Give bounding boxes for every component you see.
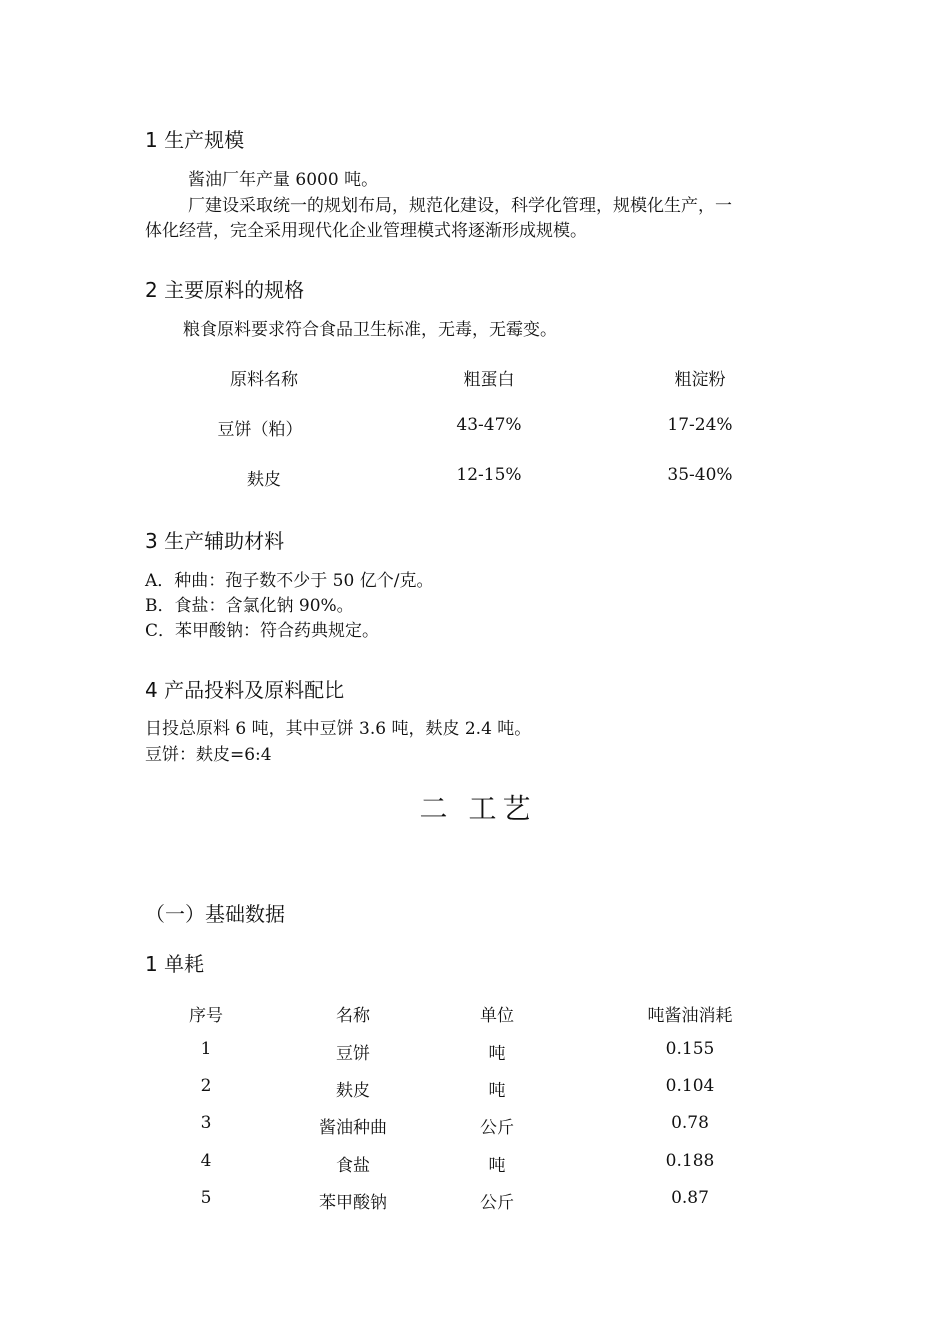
table-header-cell: 序号: [189, 1006, 223, 1026]
section-4-title: 4 产品投料及原料配比: [145, 678, 345, 702]
section-1-paragraph-1: 酱油厂年产量 6000 吨。: [188, 170, 379, 190]
table-header-cell: 名称: [336, 1006, 370, 1026]
table-cell: 吨: [488, 1156, 506, 1176]
table-cell: 公斤: [480, 1193, 514, 1213]
table-cell: 35-40%: [667, 465, 733, 485]
table-cell: 17-24%: [667, 415, 733, 435]
table-cell: 0.87: [671, 1188, 709, 1208]
unit-consumption-title: 1 单耗: [145, 952, 205, 976]
table-cell: 苯甲酸钠: [319, 1193, 387, 1213]
table-cell: 麸皮: [336, 1081, 370, 1101]
section-2-paragraph: 粮食原料要求符合食品卫生标准，无毒，无霉变。: [183, 320, 557, 340]
table-cell: 食盐: [336, 1156, 370, 1176]
table-header-cell: 粗蛋白: [463, 370, 515, 390]
table-header-cell: 吨酱油消耗: [647, 1006, 733, 1026]
table-cell: 豆饼: [336, 1044, 370, 1064]
list-item: C．苯甲酸钠：符合药典规定。: [145, 621, 380, 641]
table-header-cell: 粗淀粉: [674, 370, 726, 390]
table-cell: 麸皮: [247, 470, 281, 490]
table-cell: 3: [200, 1113, 212, 1133]
section-4-line-1: 日投总原料 6 吨，其中豆饼 3.6 吨，麸皮 2.4 吨。: [145, 719, 532, 739]
table-cell: 吨: [488, 1081, 506, 1101]
section-1-paragraph-2-line-1: 厂建设采取统一的规划布局，规范化建设，科学化管理，规模化生产，一: [188, 196, 732, 216]
section-3-title: 3 生产辅助材料: [145, 529, 285, 553]
table-cell: 43-47%: [456, 415, 522, 435]
table-cell: 公斤: [480, 1118, 514, 1138]
table-cell: 酱油种曲: [319, 1118, 387, 1138]
subsection-title: （一）基础数据: [145, 902, 285, 926]
table-header-cell: 原料名称: [230, 370, 298, 390]
table-cell: 1: [200, 1039, 212, 1059]
table-cell: 0.104: [665, 1076, 715, 1096]
section-1-title: 1 生产规模: [145, 128, 245, 152]
table-cell: 4: [200, 1151, 212, 1171]
table-cell: 吨: [488, 1044, 506, 1064]
table-cell: 12-15%: [456, 465, 522, 485]
table-cell: 0.78: [671, 1113, 709, 1133]
list-item: A．种曲：孢子数不少于 50 亿个/克。: [145, 571, 434, 591]
table-header-cell: 单位: [480, 1006, 514, 1026]
section-1-paragraph-2-line-2: 体化经营，完全采用现代化企业管理模式将逐渐形成规模。: [145, 221, 587, 241]
section-4-line-2: 豆饼：麸皮=6:4: [145, 745, 272, 765]
table-cell: 2: [200, 1076, 212, 1096]
table-cell: 0.188: [665, 1151, 715, 1171]
section-2-title: 2 主要原料的规格: [145, 278, 305, 302]
chapter-title: 二 工艺: [419, 792, 537, 825]
table-cell: 豆饼（粕）: [217, 420, 303, 440]
table-cell: 5: [200, 1188, 212, 1208]
table-cell: 0.155: [665, 1039, 715, 1059]
list-item: B．食盐：含氯化钠 90%。: [145, 596, 354, 616]
